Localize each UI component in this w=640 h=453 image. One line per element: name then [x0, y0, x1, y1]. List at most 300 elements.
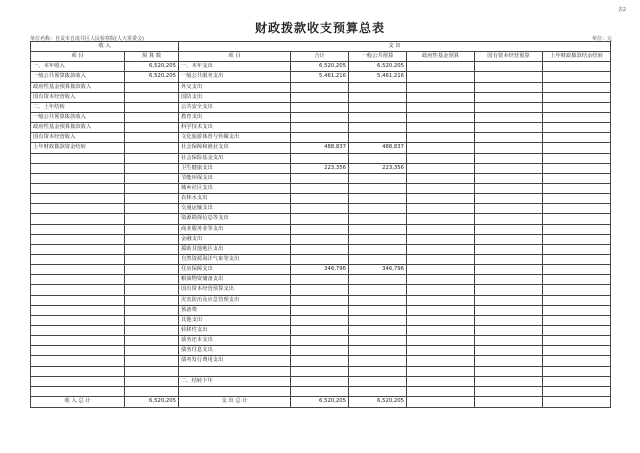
expense-item-cell: 国防支出 — [179, 92, 291, 102]
expense-total-cell — [291, 336, 349, 346]
income-amount-cell — [125, 285, 179, 295]
soe-budget-cell — [475, 315, 543, 325]
table-row — [31, 102, 611, 112]
prior-year-carry-cell — [543, 346, 611, 356]
table-row — [31, 72, 611, 82]
expense-total-cell — [291, 234, 349, 244]
income-amount-cell — [125, 305, 179, 315]
table-row — [31, 112, 611, 122]
table-row — [31, 92, 611, 102]
expense-total-cell — [291, 376, 349, 386]
fund-budget-cell — [407, 214, 475, 224]
expense-item-cell: 公共安全支出 — [179, 102, 291, 112]
expense-item-cell: 科学技术支出 — [179, 123, 291, 133]
expense-total-cell — [291, 112, 349, 122]
income-amount-cell — [125, 346, 179, 356]
income-amount-cell — [125, 336, 179, 346]
budget-summary-table — [30, 41, 611, 408]
income-amount-cell — [125, 173, 179, 183]
table-row — [31, 153, 611, 163]
expense-total-cell: 488,837 — [291, 143, 349, 153]
income-amount-cell — [125, 102, 179, 112]
page-title: 财政拨款收支预算总表 — [254, 21, 385, 35]
income-total-amount: 6,520,205 — [125, 396, 179, 407]
soe-budget-cell — [475, 62, 543, 72]
income-item-cell — [31, 194, 125, 204]
table-row — [31, 214, 611, 224]
soe-budget-cell — [475, 265, 543, 275]
prior-year-header: 上年财政拨款结余结转 — [543, 52, 611, 62]
expense-total-cell — [291, 123, 349, 133]
income-item-cell — [31, 163, 125, 173]
fund-budget-cell — [407, 224, 475, 234]
income-item-cell: 一般公共预算拨款收入 — [31, 112, 125, 122]
fund-budget-cell — [407, 285, 475, 295]
prior-year-carry-cell — [543, 254, 611, 264]
soe-budget-cell — [475, 376, 543, 386]
expense-item-cell: 一般公共服务支出 — [179, 72, 291, 82]
expense-item-cell: 灾害防治及应急管理支出 — [179, 295, 291, 305]
table-row — [31, 123, 611, 133]
general-budget-cell: 488,837 — [349, 143, 407, 153]
soe-budget-cell — [475, 336, 543, 346]
soe-budget-cell — [475, 123, 543, 133]
prior-year-carry-cell — [543, 244, 611, 254]
group-header-row — [31, 42, 611, 52]
expense-total-cell — [291, 254, 349, 264]
income-item-cell — [31, 275, 125, 285]
expense-total-cell — [291, 183, 349, 193]
table-row — [31, 163, 611, 173]
expense-item-cell: 二、结转下年 — [179, 376, 291, 386]
totals-row — [31, 396, 611, 407]
total-header: 合计 — [291, 52, 349, 62]
fund-budget-cell — [407, 123, 475, 133]
expense-item-cell: 城乡社区支出 — [179, 183, 291, 193]
expense-item-cell: 交通运输支出 — [179, 204, 291, 214]
fund-budget-cell — [407, 112, 475, 122]
expense-item-cell: 教育支出 — [179, 112, 291, 122]
table-row — [31, 346, 611, 356]
income-item-cell — [31, 224, 125, 234]
general-budget-cell — [349, 315, 407, 325]
prior-year-carry-cell — [543, 62, 611, 72]
income-item-cell — [31, 234, 125, 244]
income-amount-cell — [125, 356, 179, 366]
income-item-cell — [31, 285, 125, 295]
table-row — [31, 254, 611, 264]
general-budget-cell — [349, 224, 407, 234]
prior-year-carry-cell — [543, 183, 611, 193]
general-budget-cell — [349, 305, 407, 315]
general-budget-cell — [349, 153, 407, 163]
prior-year-carry-cell — [543, 366, 611, 376]
general-budget-cell — [349, 173, 407, 183]
expense-total-cell: 223,356 — [291, 163, 349, 173]
expense-item-cell: 其他支出 — [179, 315, 291, 325]
soe-budget-cell — [475, 356, 543, 366]
prior-year-carry-cell — [543, 376, 611, 386]
table-row — [31, 295, 611, 305]
expense-item-cell — [179, 366, 291, 376]
general-budget-cell — [349, 194, 407, 204]
income-item-cell: 国有资本经营收入 — [31, 133, 125, 143]
soe-budget-cell — [475, 254, 543, 264]
expense-total-cell — [291, 315, 349, 325]
fund-budget-cell — [407, 133, 475, 143]
soe-budget-cell — [475, 275, 543, 285]
general-budget-cell — [349, 275, 407, 285]
expense-total-cell — [291, 356, 349, 366]
income-item-header: 项 目 — [31, 52, 125, 62]
table-row — [31, 386, 611, 396]
general-budget-cell — [349, 112, 407, 122]
prior-year-carry-cell — [543, 295, 611, 305]
income-item-cell: 一般公共预算拨款收入 — [31, 72, 125, 82]
income-amount-cell — [125, 214, 179, 224]
soe-budget-cell — [475, 204, 543, 214]
expense-total-cell: 6,520,205 — [291, 62, 349, 72]
income-group-header: 收 入 — [31, 42, 179, 52]
income-item-cell — [31, 254, 125, 264]
prior-year-carry-cell — [543, 163, 611, 173]
soe-budget-cell — [475, 214, 543, 224]
soe-budget-header: 国有资本经营预算 — [475, 52, 543, 62]
fund-budget-cell — [407, 183, 475, 193]
income-amount-cell — [125, 92, 179, 102]
income-budget-header: 预 算 数 — [125, 52, 179, 62]
soe-budget-cell — [475, 325, 543, 335]
expense-total-cell — [291, 305, 349, 315]
prior-year-carry-cell — [543, 305, 611, 315]
prior-year-carry-cell — [543, 315, 611, 325]
general-budget-cell — [349, 285, 407, 295]
prior-year-carry-cell — [543, 123, 611, 133]
expense-item-cell: 自然资源海洋气象等支出 — [179, 254, 291, 264]
income-item-cell: 二、上年结转 — [31, 102, 125, 112]
income-item-cell — [31, 336, 125, 346]
expense-item-cell: 金融支出 — [179, 234, 291, 244]
fund-budget-cell — [407, 356, 475, 366]
expense-item-cell: 住房保障支出 — [179, 265, 291, 275]
income-amount-cell — [125, 254, 179, 264]
table-number-label: 表2 — [617, 7, 626, 13]
fund-budget-cell — [407, 305, 475, 315]
prior-year-carry-cell — [543, 325, 611, 335]
general-budget-cell: 346,796 — [349, 265, 407, 275]
expense-total-cell — [291, 325, 349, 335]
general-budget-cell — [349, 214, 407, 224]
fund-budget-cell — [407, 336, 475, 346]
fund-budget-cell — [407, 102, 475, 112]
general-budget-cell — [349, 183, 407, 193]
income-item-cell — [31, 244, 125, 254]
general-budget-cell — [349, 376, 407, 386]
expense-total-cell — [291, 214, 349, 224]
prior-year-carry-cell — [543, 265, 611, 275]
table-row — [31, 325, 611, 335]
income-amount-cell — [125, 386, 179, 396]
fund-budget-cell — [407, 346, 475, 356]
income-item-cell — [31, 214, 125, 224]
soe-budget-cell — [475, 173, 543, 183]
fund-budget-cell — [407, 244, 475, 254]
table-row — [31, 234, 611, 244]
expense-total-cell: 346,796 — [291, 265, 349, 275]
unit-name: 单位名称：自贡市自流井区人民检察院(人大常委会) — [30, 36, 144, 42]
column-header-row — [31, 52, 611, 62]
prior-year-carry-cell — [543, 386, 611, 396]
expense-total-cell — [291, 224, 349, 234]
general-budget-cell — [349, 102, 407, 112]
fund-budget-header: 政府性基金预算 — [407, 52, 475, 62]
expense-total-cell — [291, 82, 349, 92]
table-row — [31, 204, 611, 214]
soe-budget-cell — [475, 72, 543, 82]
expense-item-cell: 卫生健康支出 — [179, 163, 291, 173]
expense-item-cell: 外交支出 — [179, 82, 291, 92]
expense-item-cell: 农林水支出 — [179, 194, 291, 204]
general-budget-cell — [349, 133, 407, 143]
expense-total-cell — [291, 102, 349, 112]
general-budget-cell — [349, 123, 407, 133]
income-amount-cell — [125, 133, 179, 143]
prior-year-carry-cell — [543, 194, 611, 204]
expense-item-cell: 一、本年支出 — [179, 62, 291, 72]
income-item-cell — [31, 346, 125, 356]
expense-total-label: 支 出 总 计 — [179, 396, 291, 407]
expense-item-cell: 预备费 — [179, 305, 291, 315]
table-row — [31, 315, 611, 325]
soe-budget-cell — [475, 305, 543, 315]
fund-total-amount — [407, 396, 475, 407]
expense-item-cell: 节能环保支出 — [179, 173, 291, 183]
income-total-label: 收 入 总 计 — [31, 396, 125, 407]
prior-year-carry-cell — [543, 112, 611, 122]
income-amount-cell — [125, 112, 179, 122]
income-amount-cell — [125, 366, 179, 376]
expense-total-cell — [291, 173, 349, 183]
soe-budget-cell — [475, 112, 543, 122]
income-amount-cell — [125, 325, 179, 335]
soe-budget-cell — [475, 346, 543, 356]
prior-year-carry-cell — [543, 143, 611, 153]
soe-budget-cell — [475, 366, 543, 376]
fund-budget-cell — [407, 62, 475, 72]
expense-total-cell — [291, 194, 349, 204]
income-amount-cell — [125, 163, 179, 173]
expense-total-cell — [291, 295, 349, 305]
fund-budget-cell — [407, 265, 475, 275]
fund-budget-cell — [407, 143, 475, 153]
fund-budget-cell — [407, 173, 475, 183]
soe-budget-cell — [475, 183, 543, 193]
general-total-amount: 6,520,205 — [349, 396, 407, 407]
fund-budget-cell — [407, 234, 475, 244]
soe-budget-cell — [475, 295, 543, 305]
table-row — [31, 244, 611, 254]
soe-budget-cell — [475, 153, 543, 163]
expense-item-cell: 社会保障和就业支出 — [179, 143, 291, 153]
general-budget-cell — [349, 244, 407, 254]
general-budget-cell: 5,461,216 — [349, 72, 407, 82]
prior-year-carry-cell — [543, 224, 611, 234]
general-budget-cell — [349, 234, 407, 244]
prior-year-carry-cell — [543, 336, 611, 346]
table-row — [31, 366, 611, 376]
income-item-cell — [31, 305, 125, 315]
income-amount-cell — [125, 376, 179, 386]
income-amount-cell — [125, 315, 179, 325]
soe-budget-cell — [475, 244, 543, 254]
income-amount-cell — [125, 244, 179, 254]
income-amount-cell — [125, 265, 179, 275]
general-budget-cell — [349, 204, 407, 214]
fund-budget-cell — [407, 295, 475, 305]
prior-year-carry-cell — [543, 72, 611, 82]
table-row — [31, 224, 611, 234]
table-row — [31, 305, 611, 315]
income-item-cell — [31, 315, 125, 325]
income-item-cell — [31, 356, 125, 366]
prior-year-carry-cell — [543, 234, 611, 244]
fund-budget-cell — [407, 366, 475, 376]
table-row — [31, 82, 611, 92]
general-budget-cell — [349, 386, 407, 396]
income-amount-cell — [125, 295, 179, 305]
income-amount-cell — [125, 82, 179, 92]
general-budget-cell: 6,520,205 — [349, 62, 407, 72]
expense-item-cell: 转移性支出 — [179, 325, 291, 335]
fund-budget-cell — [407, 72, 475, 82]
income-amount-cell: 6,520,205 — [125, 72, 179, 82]
soe-budget-cell — [475, 285, 543, 295]
general-budget-cell — [349, 92, 407, 102]
fund-budget-cell — [407, 82, 475, 92]
prior-year-carry-cell — [543, 214, 611, 224]
fund-budget-cell — [407, 254, 475, 264]
income-item-cell — [31, 386, 125, 396]
expense-total-cell — [291, 285, 349, 295]
expense-item-cell: 援助其他地区支出 — [179, 244, 291, 254]
expense-group-header: 支 出 — [179, 42, 611, 52]
table-row — [31, 285, 611, 295]
income-amount-cell — [125, 183, 179, 193]
table-row — [31, 133, 611, 143]
expense-item-cell: 商业服务业等支出 — [179, 224, 291, 234]
income-amount-cell — [125, 204, 179, 214]
fund-budget-cell — [407, 315, 475, 325]
fund-budget-cell — [407, 386, 475, 396]
soe-budget-cell — [475, 92, 543, 102]
expense-item-cell: 文化旅游体育与传媒支出 — [179, 133, 291, 143]
table-row — [31, 275, 611, 285]
income-item-cell — [31, 295, 125, 305]
income-amount-cell — [125, 194, 179, 204]
expense-total-cell — [291, 92, 349, 102]
income-item-cell — [31, 153, 125, 163]
expense-item-cell: 粮油物资储备支出 — [179, 275, 291, 285]
general-budget-cell — [349, 366, 407, 376]
income-amount-cell — [125, 224, 179, 234]
expense-item-cell: 国有资本经营预算支出 — [179, 285, 291, 295]
income-amount-cell — [125, 123, 179, 133]
expense-item-cell — [179, 386, 291, 396]
expense-total-cell — [291, 244, 349, 254]
expense-total-cell — [291, 366, 349, 376]
prior-year-carry-cell — [543, 82, 611, 92]
fund-budget-cell — [407, 153, 475, 163]
fund-budget-cell — [407, 275, 475, 285]
prior-year-carry-cell — [543, 92, 611, 102]
general-budget-header: 一般公共预算 — [349, 52, 407, 62]
expense-item-cell: 社会保险基金支出 — [179, 153, 291, 163]
income-amount-cell — [125, 143, 179, 153]
table-row — [31, 376, 611, 386]
soe-budget-cell — [475, 163, 543, 173]
general-budget-cell — [349, 82, 407, 92]
expense-item-cell: 债务还本支出 — [179, 336, 291, 346]
soe-budget-cell — [475, 102, 543, 112]
table-row — [31, 336, 611, 346]
prior-year-carry-cell — [543, 153, 611, 163]
prior-year-carry-cell — [543, 204, 611, 214]
general-budget-cell — [349, 346, 407, 356]
income-item-cell — [31, 376, 125, 386]
soe-budget-cell — [475, 194, 543, 204]
table-row — [31, 265, 611, 275]
table-row — [31, 194, 611, 204]
income-item-cell — [31, 325, 125, 335]
income-item-cell — [31, 173, 125, 183]
income-item-cell — [31, 204, 125, 214]
expense-total-amount: 6,520,205 — [291, 396, 349, 407]
fund-budget-cell — [407, 204, 475, 214]
prior-year-carry-cell — [543, 102, 611, 112]
table-row — [31, 356, 611, 366]
expense-total-cell — [291, 133, 349, 143]
prior-year-carry-cell — [543, 275, 611, 285]
soe-budget-cell — [475, 133, 543, 143]
table-row — [31, 143, 611, 153]
expense-item-cell: 债务发行费用支出 — [179, 356, 291, 366]
general-budget-cell — [349, 254, 407, 264]
fund-budget-cell — [407, 163, 475, 173]
income-amount-cell: 6,520,205 — [125, 62, 179, 72]
table-row — [31, 183, 611, 193]
fund-budget-cell — [407, 92, 475, 102]
expense-total-cell: 5,461,216 — [291, 72, 349, 82]
income-item-cell — [31, 183, 125, 193]
soe-budget-cell — [475, 143, 543, 153]
table-row — [31, 62, 611, 72]
expense-total-cell — [291, 386, 349, 396]
fund-budget-cell — [407, 376, 475, 386]
unit-currency: 单位：元 — [591, 36, 612, 42]
income-amount-cell — [125, 234, 179, 244]
expense-total-cell — [291, 275, 349, 285]
soe-budget-cell — [475, 224, 543, 234]
fund-budget-cell — [407, 194, 475, 204]
general-budget-cell: 223,356 — [349, 163, 407, 173]
fund-budget-cell — [407, 325, 475, 335]
general-budget-cell — [349, 356, 407, 366]
general-budget-cell — [349, 295, 407, 305]
general-budget-cell — [349, 325, 407, 335]
income-item-cell — [31, 265, 125, 275]
soe-budget-cell — [475, 386, 543, 396]
prior-year-carry-cell — [543, 133, 611, 143]
